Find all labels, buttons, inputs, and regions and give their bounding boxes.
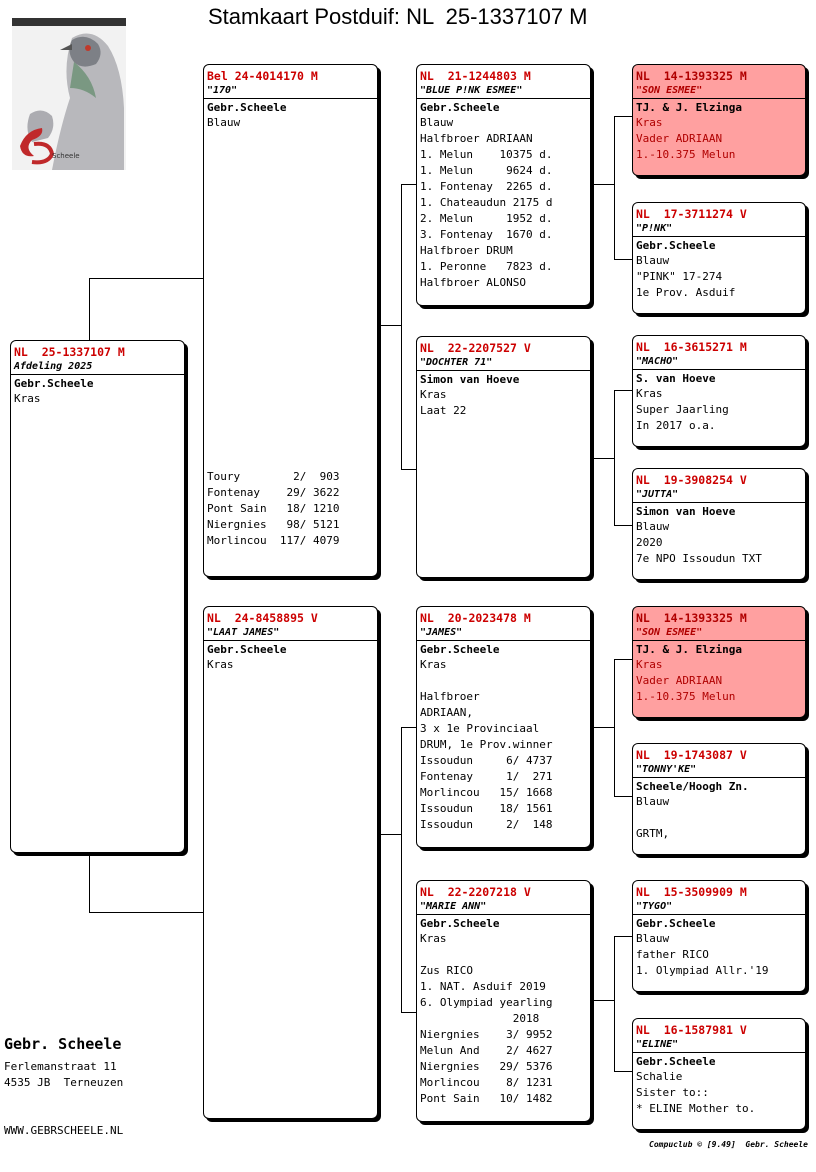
breeder-name: Gebr.Scheele: [420, 643, 500, 656]
info-line: Blauw: [420, 116, 454, 129]
breeder-name: Simon van Hoeve: [636, 505, 736, 518]
ring-number: NL 21-1244803 M: [420, 69, 531, 83]
connector-line: [590, 1000, 615, 1001]
page-title: Stamkaart Postduif: NL 25-1337107 M: [208, 4, 588, 29]
info-line: Halfbroer: [420, 690, 480, 703]
sire-sire-dam-card[interactable]: [632, 202, 806, 314]
info-line: Issoudun 6/ 4737: [420, 754, 553, 767]
info-line: Issoudun 2/ 148: [420, 818, 553, 831]
info-line: Kras: [636, 387, 663, 400]
info-line: Blauw: [636, 520, 670, 533]
info-line: 2020: [636, 536, 663, 549]
breeder-name: Gebr.Scheele: [636, 1055, 716, 1068]
ring-number: NL 16-1587981 V: [636, 1023, 747, 1037]
ring-number: NL 25-1337107 M: [14, 345, 125, 359]
info-line: 7e NPO Issoudun TXT: [636, 552, 762, 565]
info-line: * ELINE Mother to.: [636, 1102, 756, 1115]
info-line: [417, 947, 590, 963]
pigeon-name: "BLUE P!NK ESMEE": [417, 83, 590, 99]
result-line: Toury 2/ 903: [207, 470, 340, 483]
result-line: Pont Sain 18/ 1210: [207, 502, 340, 515]
breeder-name: Gebr.Scheele: [420, 917, 500, 930]
subject-card[interactable]: [10, 340, 185, 853]
info-line: Kras: [14, 392, 41, 405]
ring-number: NL 16-3615271 M: [636, 340, 747, 354]
info-line: 2018: [420, 1012, 540, 1025]
info-line: Pont Sain 10/ 1482: [420, 1092, 553, 1105]
info-line: Melun And 2/ 4627: [420, 1044, 553, 1057]
info-line: 1. Fontenay 2265 d.: [420, 180, 553, 193]
owner-name: Gebr. Scheele: [4, 1035, 122, 1053]
breeder-name: Scheele/Hoogh Zn.: [636, 780, 749, 793]
website-link[interactable]: WWW.GEBRSCHEELE.NL: [4, 1124, 124, 1137]
info-line: Halfbroer ADRIAAN: [420, 132, 533, 145]
info-line: Kras: [420, 932, 447, 945]
info-line: Super Jaarling: [636, 403, 729, 416]
breeder-name: Simon van Hoeve: [420, 373, 520, 386]
pigeon-name: "LAAT JAMES": [204, 625, 377, 641]
info-line: Zus RICO: [420, 964, 473, 977]
address-line: 4535 JB Terneuzen: [4, 1076, 124, 1089]
breeder-name: Gebr.Scheele: [420, 101, 500, 114]
info-line: 3. Fontenay 1670 d.: [420, 228, 553, 241]
result-line: Niergnies 98/ 5121: [207, 518, 340, 531]
info-line: Morlincou 15/ 1668: [420, 786, 553, 799]
breeder-name: S. van Hoeve: [636, 372, 716, 385]
breeder-name: Gebr.Scheele: [636, 239, 716, 252]
pigeon-name: "SON ESMEE": [633, 625, 805, 641]
info-line: Halfbroer DRUM: [420, 244, 513, 257]
info-line: Morlincou 8/ 1231: [420, 1076, 553, 1089]
pigeon-logo-icon: [12, 18, 126, 170]
info-line: 1. Chateaudun 2175 d: [420, 196, 553, 209]
info-line: Kras: [636, 658, 663, 671]
ring-number: NL 20-2023478 M: [420, 611, 531, 625]
info-line: 2. Melun 1952 d.: [420, 212, 553, 225]
info-line: Fontenay 1/ 271: [420, 770, 553, 783]
ring-number: Bel 24-4014170 M: [207, 69, 318, 83]
dam-sire-sire-card[interactable]: [632, 606, 806, 718]
results-list: [204, 469, 339, 549]
sire-sire-card[interactable]: [416, 64, 591, 306]
connector-line: [89, 852, 205, 913]
info-line: 6. Olympiad yearling: [420, 996, 553, 1009]
pigeon-name: "DOCHTER 71": [417, 355, 590, 371]
ring-number: NL 24-8458895 V: [207, 611, 318, 625]
info-line: DRUM, 1e Prov.winner: [420, 738, 553, 751]
info-line: Kras: [420, 388, 447, 401]
ring-number: NL 14-1393325 M: [636, 69, 747, 83]
info-line: Kras: [207, 658, 234, 671]
sire-dam-sire-card[interactable]: [632, 335, 806, 447]
connector-line: [377, 325, 402, 326]
pigeon-name: "ELINE": [633, 1037, 805, 1053]
info-line: Vader ADRIAAN: [636, 132, 723, 145]
info-line: 1. Olympiad Allr.'19: [636, 964, 769, 977]
pigeon-name: "TYGO": [633, 899, 805, 915]
info-line: Blauw: [207, 116, 241, 129]
address-line: Ferlemanstraat 11: [4, 1060, 117, 1073]
result-line: Fontenay 29/ 3622: [207, 486, 340, 499]
info-line: "PINK" 17-274: [636, 270, 723, 283]
connector-line: [590, 184, 615, 185]
connector-line: [590, 458, 615, 459]
ring-number: NL 22-2207218 V: [420, 885, 531, 899]
info-line: Halfbroer ALONSO: [420, 276, 526, 289]
sire-sire-sire-card[interactable]: [632, 64, 806, 176]
ring-number: NL 19-1743087 V: [636, 748, 747, 762]
breeder-name: Gebr.Scheele: [207, 643, 287, 656]
ring-number: NL 14-1393325 M: [636, 611, 747, 625]
info-line: Niergnies 29/ 5376: [420, 1060, 553, 1073]
info-line: 1. NAT. Asduif 2019: [420, 980, 546, 993]
info-line: Blauw: [636, 932, 670, 945]
dam-sire-dam-card[interactable]: [632, 743, 806, 855]
result-line: Morlincou 117/ 4079: [207, 534, 340, 547]
pigeon-name: "170": [204, 83, 377, 99]
info-line: 1. Melun 9624 d.: [420, 164, 553, 177]
info-line: 1.-10.375 Melun: [636, 690, 736, 703]
copyright-text: Compuclub © [9.49] Gebr. Scheele: [649, 1140, 808, 1149]
info-line: Kras: [420, 658, 447, 671]
info-line: 1. Melun 10375 d.: [420, 148, 553, 161]
ring-number: NL 22-2207527 V: [420, 341, 531, 355]
svg-text:Scheele: Scheele: [52, 152, 80, 160]
ring-number: NL 17-3711274 V: [636, 207, 747, 221]
pigeon-name: "JUTTA": [633, 487, 805, 503]
sire-dam-card[interactable]: [416, 336, 591, 578]
info-line: 3 x 1e Provinciaal: [420, 722, 540, 735]
breeder-name: Gebr.Scheele: [636, 917, 716, 930]
breeder-name: TJ. & J. Elzinga: [636, 101, 742, 114]
info-line: Vader ADRIAAN: [636, 674, 723, 687]
sire-dam-dam-card[interactable]: [632, 468, 806, 580]
info-line: In 2017 o.a.: [636, 419, 716, 432]
dam-sire-card[interactable]: [416, 606, 591, 848]
info-line: ADRIAAN,: [420, 706, 473, 719]
pigeon-name: Afdeling 2025: [11, 359, 184, 375]
info-line: Kras: [636, 116, 663, 129]
pigeon-name: "JAMES": [417, 625, 590, 641]
breeder-name: Gebr.Scheele: [14, 377, 94, 390]
connector-line: [377, 834, 402, 835]
pigeon-name: "P!NK": [633, 221, 805, 237]
info-line: Laat 22: [420, 404, 467, 417]
info-line: 1e Prov. Asduif: [636, 286, 736, 299]
breeder-name: Gebr.Scheele: [207, 101, 287, 114]
ring-number: NL 19-3908254 V: [636, 473, 747, 487]
info-line: Blauw: [636, 795, 670, 808]
info-line: Issoudun 18/ 1561: [420, 802, 553, 815]
connector-line: [89, 278, 205, 341]
connector-line: [590, 727, 615, 728]
ring-number: NL 15-3509909 M: [636, 885, 747, 899]
pigeon-name: "TONNY'KE": [633, 762, 805, 778]
dam-dam-sire-card[interactable]: [632, 880, 806, 992]
info-line: Schalie: [636, 1070, 683, 1083]
dam-dam-card[interactable]: [416, 880, 591, 1122]
sire-card[interactable]: [203, 64, 378, 577]
info-line: father RICO: [636, 948, 709, 961]
info-line: Sister to::: [636, 1086, 709, 1099]
info-line: Niergnies 3/ 9952: [420, 1028, 553, 1041]
dam-dam-dam-card[interactable]: [632, 1018, 806, 1130]
info-line: 1. Peronne 7823 d.: [420, 260, 553, 273]
pigeon-name: "MARIE ANN": [417, 899, 590, 915]
pigeon-name: "MACHO": [633, 354, 805, 370]
info-line: GRTM,: [636, 827, 670, 840]
info-line: [417, 673, 590, 689]
dam-card[interactable]: [203, 606, 378, 1119]
info-line: Blauw: [636, 254, 670, 267]
pigeon-name: "SON ESMEE": [633, 83, 805, 99]
info-line: 1.-10.375 Melun: [636, 148, 736, 161]
breeder-name: TJ. & J. Elzinga: [636, 643, 742, 656]
info-line: [633, 810, 805, 826]
